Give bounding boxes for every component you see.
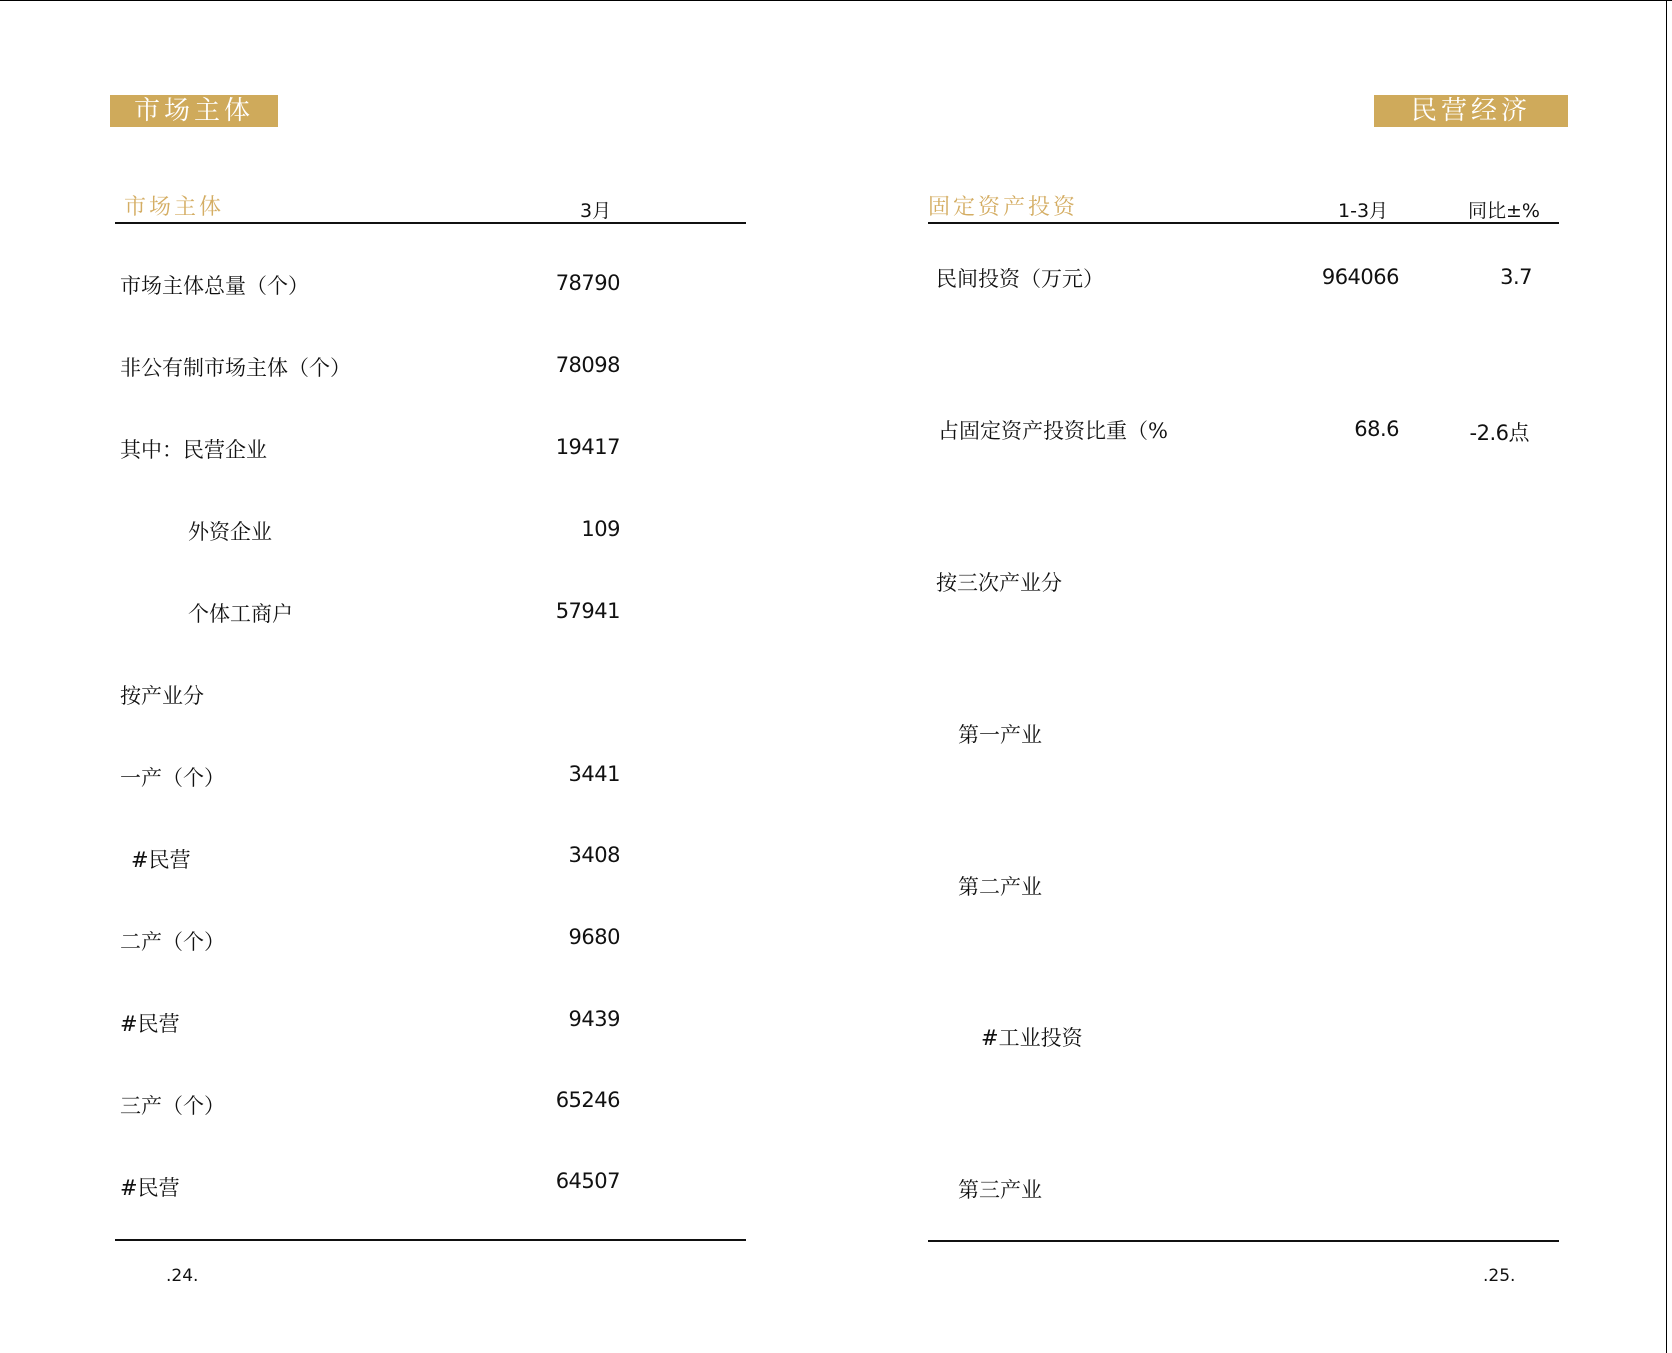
row-label: 非公有制市场主体（个） (120, 356, 351, 380)
row-label: 第一产业 (958, 723, 1042, 747)
row-value: 78790 (555, 271, 620, 295)
right-border (1666, 0, 1667, 1353)
left-section-title: 市场主体 (124, 195, 225, 220)
right-section-title: 固定资产投资 (928, 195, 1079, 220)
left-banner: 市场主体 (110, 95, 278, 127)
row-label: 其中：民营企业 (120, 438, 267, 462)
right-footer-rule (928, 1240, 1559, 1242)
row-label: 三产（个） (120, 1094, 225, 1118)
right-page-number: .25. (1483, 1266, 1516, 1286)
row-label: 第三产业 (958, 1178, 1042, 1202)
row-value: 65246 (555, 1088, 620, 1112)
row-value: 3441 (568, 762, 620, 786)
row-label: 按产业分 (120, 684, 204, 708)
right-header-rule (928, 222, 1559, 224)
row-value: 109 (581, 517, 620, 541)
right-column-header-period: 1-3月 (1338, 200, 1389, 222)
row-label: #民营 (131, 848, 191, 872)
row-change: 3.7 (1500, 265, 1532, 289)
row-label: 第二产业 (958, 875, 1042, 899)
left-footer-rule (115, 1239, 746, 1241)
row-value: 68.6 (1354, 417, 1399, 441)
row-label: #工业投资 (981, 1026, 1083, 1050)
right-column-header-change: 同比±% (1468, 200, 1540, 222)
row-label: #民营 (120, 1012, 180, 1036)
row-change: -2.6点 (1469, 421, 1529, 445)
row-value: 964066 (1321, 265, 1399, 289)
row-label: #民营 (120, 1176, 180, 1200)
row-value: 78098 (555, 353, 620, 377)
left-column-header: 3月 (580, 200, 612, 222)
right-banner: 民营经济 (1374, 95, 1568, 127)
left-header-rule (115, 222, 746, 224)
row-label: 外资企业 (188, 520, 272, 544)
row-label: 一产（个） (120, 766, 225, 790)
row-label: 民间投资（万元） (936, 267, 1104, 291)
row-value: 57941 (555, 599, 620, 623)
left-page-number: .24. (166, 1266, 199, 1286)
row-value: 3408 (568, 843, 620, 867)
row-label: 市场主体总量（个） (120, 274, 309, 298)
row-value: 19417 (555, 435, 620, 459)
row-label: 占固定资产投资比重（% (938, 419, 1168, 443)
row-value: 9439 (568, 1007, 620, 1031)
row-value: 9680 (568, 925, 620, 949)
row-label: 按三次产业分 (936, 571, 1062, 595)
row-label: 个体工商户 (188, 602, 293, 626)
row-value: 64507 (555, 1169, 620, 1193)
top-border (0, 0, 1672, 1)
row-label: 二产（个） (120, 930, 225, 954)
